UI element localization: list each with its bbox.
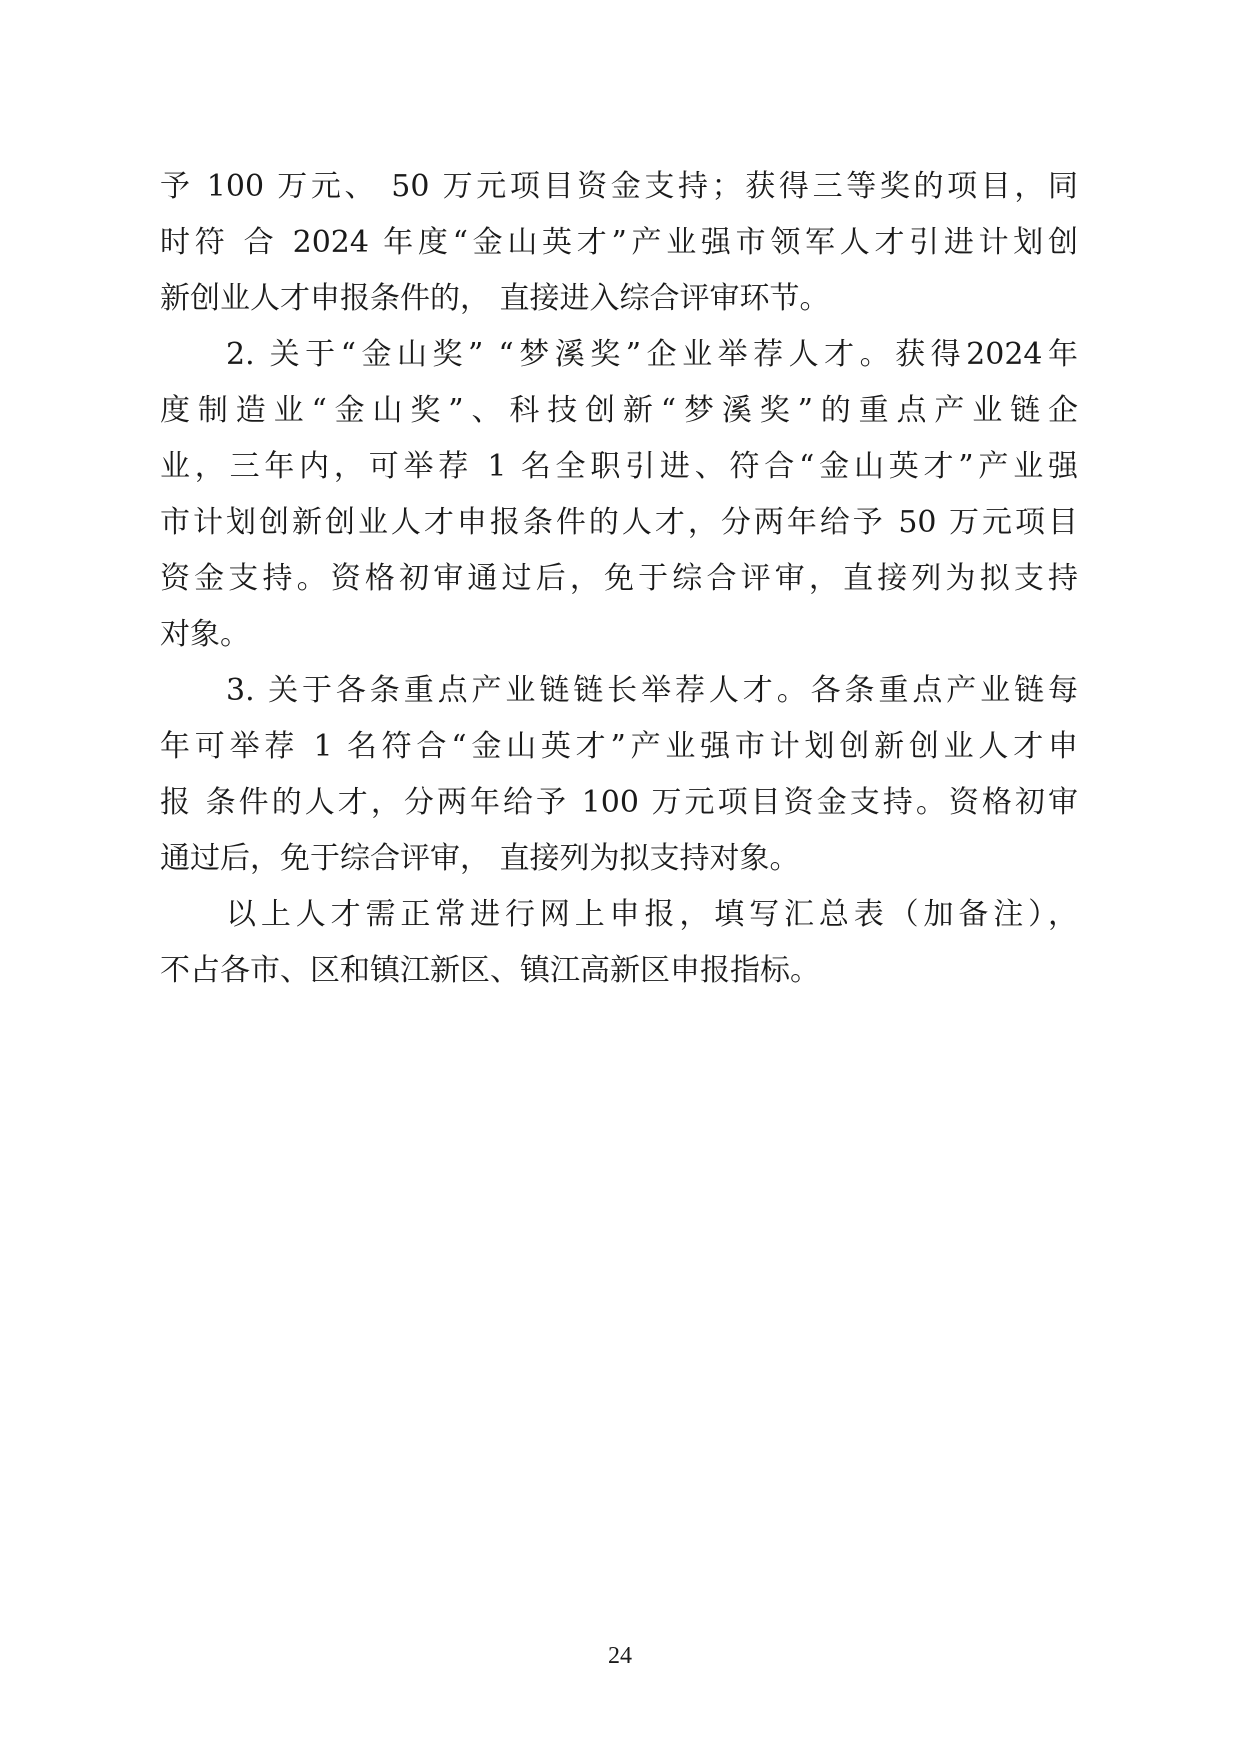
body-text-line: 年可举荐 1 名符合“金山英才”产业强市计划创新创业人才申	[160, 729, 1078, 764]
body-text-line: 3. 关于各条重点产业链链长举荐人才。各条重点产业链每	[226, 673, 1078, 708]
body-text-line: 予 100 万元、 50 万元项目资金支持；获得三等奖的项目，同	[160, 169, 1078, 204]
body-text-line: 市计划创新创业人才申报条件的人才，分两年给予 50 万元项目	[160, 505, 1078, 540]
page-number: 24	[608, 1643, 632, 1669]
body-text-line: 不占各市、区和镇江新区、镇江高新区申报指标。	[160, 953, 820, 988]
body-text-line: 时符 合 2024 年度“金山英才”产业强市领军人才引进计划创	[160, 225, 1078, 260]
body-text-line: 2. 关于“金山奖” “梦溪奖”企业举荐人才。获得2024年	[226, 337, 1078, 372]
body-text-line: 资金支持。资格初审通过后，免于综合评审，直接列为拟支持	[160, 561, 1078, 596]
body-text-line: 报 条件的人才，分两年给予 100 万元项目资金支持。资格初审	[160, 785, 1078, 820]
body-text-line: 以上人才需正常进行网上申报，填写汇总表（加备注），	[226, 897, 1078, 932]
body-text-line: 业，三年内，可举荐 1 名全职引进、符合“金山英才”产业强	[160, 449, 1078, 484]
body-text-line: 度制造业“金山奖”、科技创新“梦溪奖”的重点产业链企	[160, 393, 1078, 428]
body-text-line: 通过后，免于综合评审， 直接列为拟支持对象。	[160, 841, 800, 876]
body-text-line: 新创业人才申报条件的， 直接进入综合评审环节。	[160, 281, 830, 316]
body-text-line: 对象。	[160, 617, 250, 652]
